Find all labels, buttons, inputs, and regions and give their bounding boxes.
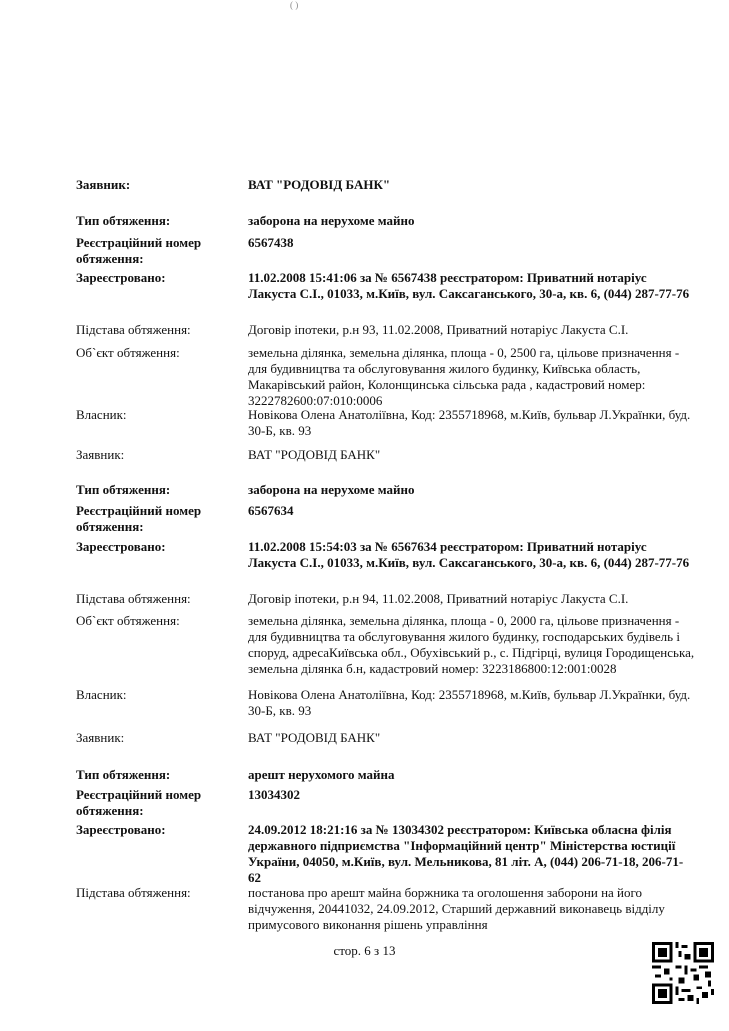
entry-row [76,767,696,783]
entry-value: Новікова Олена Анатоліївна, Код: 2355718968, м.Київ, бульвар Л.Українки, буд. 30-Б, кв. 93 [248,687,691,718]
entry-label: Реєстраційний номер обтяження: [76,787,202,818]
entry-value: Договір іпотеки, р.н 94, 11.02.2008, Приватний нотаріус Лакуста С.І. [248,591,629,606]
entry-value: Новікова Олена Анатоліївна, Код: 2355718968, м.Київ, бульвар Л.Українки, буд. 30-Б, кв. 93 [248,407,691,438]
entry-row [76,822,696,886]
entry-label: Підстава обтяження: [76,885,191,900]
entry-label: Заявник: [76,177,131,192]
page-footer: стор. 6 з 13 [333,943,396,958]
entry-row [76,235,696,267]
entry-label: Тип обтяження: [76,767,171,782]
entry-value: 24.09.2012 18:21:16 за № 13034302 реєстратором: Київська обласна філія державного підприємства "Інформаційний центр" Міністерства юстиції України, 04050, м.Київ, вул. Мельникова, 81 літ. А, (044) 206-71-18, 206-71-62 [248,822,684,885]
entry-row [76,787,696,819]
entry-label: Зареєстровано: [76,539,166,554]
entry-label: Реєстраційний номер обтяження: [76,235,202,266]
entry-value: постанова про арешт майна боржника та оголошення заборони на його відчуження, 20441032, 24.09.2012, Старший державний виконавець відділу примусового виконання рішень управління [248,885,665,932]
entry-label: Тип обтяження: [76,213,171,228]
entry-row [76,322,696,338]
entry-row [76,539,696,571]
entry-row [76,613,696,677]
entry-value: 6567438 [248,235,294,250]
entry-value: земельна ділянка, земельна ділянка, площа - 0, 2500 га, цільове призначення - для будивництва та обслуговування жилого будинку, Київська область, Макарівський район, Колонщинська сільська рада , кадастровий номер: 3222782600:07:010:0006 [248,345,680,408]
entry-label: Заявник: [76,730,125,745]
entry-label: Підстава обтяження: [76,591,191,606]
entry-value: 13034302 [248,787,300,802]
entry-label: Тип обтяження: [76,482,171,497]
entry-label: Зареєстровано: [76,270,166,285]
entry-row [76,447,696,463]
entry-value: арешт нерухомого майна [248,767,395,782]
entry-value: ВАТ "РОДОВІД БАНК" [248,177,391,192]
entry-row [76,687,696,719]
entry-value: заборона на нерухоме майно [248,213,415,228]
entry-value: заборона на нерухоме майно [248,482,415,497]
entry-row [76,407,696,439]
entry-row [76,177,696,193]
entry-row [76,213,696,229]
qr-code-icon [652,942,714,1004]
entry-label: Реєстраційний номер обтяження: [76,503,202,534]
entry-row [76,270,696,302]
entry-value: земельна ділянка, земельна ділянка, площа - 0, 2000 га, цільове призначення - для будивництва та обслуговування жилого будинку, господарських будівель і споруд, адресаКиївська обл., Обухівський р., с. Підгірці, вулиця Городищенська, земельна ділянка б.н, кадастровий номер: 3223186800:12:001:0028 [248,613,695,676]
entry-row [76,730,696,746]
entry-row [76,482,696,498]
entry-label: Об`єкт обтяження: [76,345,180,360]
entry-row [76,885,696,933]
entry-row [76,345,696,409]
entry-label: Зареєстровано: [76,822,166,837]
top-mark: ( ) [290,0,299,10]
entry-value: Договір іпотеки, р.н 93, 11.02.2008, Приватний нотаріус Лакуста С.І. [248,322,629,337]
entry-label: Заявник: [76,447,125,462]
entry-label: Підстава обтяження: [76,322,191,337]
entry-value: 11.02.2008 15:54:03 за № 6567634 реєстратором: Приватний нотаріус Лакуста С.І., 01033, м.Київ, вул. Саксаганського, 30-а, кв. 6, (044) 287-77-76 [248,539,690,570]
entry-row [76,591,696,607]
entry-value: 11.02.2008 15:41:06 за № 6567438 реєстратором: Приватний нотаріус Лакуста С.І., 01033, м.Київ, вул. Саксаганського, 30-а, кв. 6, (044) 287-77-76 [248,270,690,301]
entry-row [76,503,696,535]
entry-value: 6567634 [248,503,294,518]
entry-label: Власник: [76,687,127,702]
entry-value: ВАТ "РОДОВІД БАНК" [248,730,381,745]
entry-label: Об`єкт обтяження: [76,613,180,628]
entry-value: ВАТ "РОДОВІД БАНК" [248,447,381,462]
entry-label: Власник: [76,407,127,422]
